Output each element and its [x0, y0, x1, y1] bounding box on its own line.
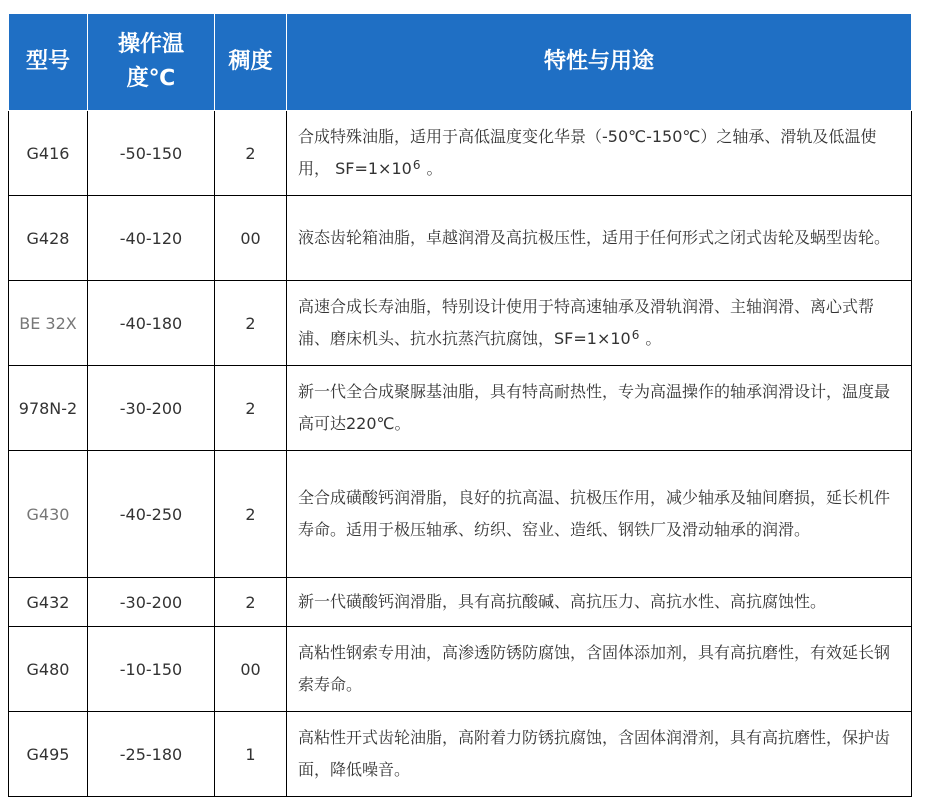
temperature-cell: -30-200 — [88, 366, 215, 451]
features-text-end: 。 — [645, 328, 662, 348]
model-cell: G416 — [9, 111, 88, 196]
consistency-cell: 2 — [215, 111, 287, 196]
features-text: 高速合成长寿油脂，特别设计使用于特高速轴承及滑轨润滑、主轴润滑、离心式帮浦、磨床机头、抗水抗蒸汽抗腐蚀，SF=1×10 — [298, 296, 875, 348]
consistency-cell: 2 — [215, 366, 287, 451]
table-row — [9, 451, 912, 578]
features-cell: 液态齿轮箱油脂，卓越润滑及高抗极压性，适用于任何形式之闭式齿轮及蜗型齿轮。 — [287, 196, 912, 281]
consistency-cell: 00 — [215, 196, 287, 281]
features-cell: 高粘性开式齿轮油脂，高附着力防锈抗腐蚀，含固体润滑剂，具有高抗磨性，保护齿面，降低噪音。 — [287, 712, 912, 797]
model-cell: G428 — [9, 196, 88, 281]
model-cell: 978N-2 — [9, 366, 88, 451]
features-cell — [287, 111, 912, 196]
features-cell: 高粘性钢索专用油，高渗透防锈防腐蚀，含固体添加剂，具有高抗磨性，有效延长钢索寿命。 — [287, 627, 912, 712]
features-cell: 新一代全合成聚脲基油脂，具有特高耐热性，专为高温操作的轴承润滑设计，温度最高可达220℃。 — [287, 366, 912, 451]
temperature-cell: -10-150 — [88, 627, 215, 712]
table-row — [9, 196, 912, 281]
exponent: 6 — [631, 327, 640, 342]
table-row — [9, 111, 912, 196]
table-row — [9, 366, 912, 451]
model-cell: G432 — [9, 578, 88, 627]
features-cell: 新一代磺酸钙润滑脂，具有高抗酸碱、高抗压力、高抗水性、高抗腐蚀性。 — [287, 578, 912, 627]
model-cell: G480 — [9, 627, 88, 712]
temperature-cell: -25-180 — [88, 712, 215, 797]
model-cell: BE 32X — [9, 281, 88, 366]
features-cell: 全合成磺酸钙润滑脂，良好的抗高温、抗极压作用，减少轴承及轴间磨损，延长机件寿命。适用于极压轴承、纺织、窑业、造纸、钢铁厂及滑动轴承的润滑。 — [287, 451, 912, 578]
table-row — [9, 281, 912, 366]
consistency-cell: 2 — [215, 578, 287, 627]
table-row — [9, 627, 912, 712]
temperature-cell: -40-250 — [88, 451, 215, 578]
features-text-end: 。 — [426, 158, 443, 178]
consistency-cell: 2 — [215, 451, 287, 578]
table-header-row — [9, 14, 912, 111]
exponent: 6 — [412, 157, 421, 172]
features-text: 合成特殊油脂，适用于高低温度变化华景（-50℃-150℃）之轴承、滑轨及低温使用， SF=1×10 — [298, 126, 877, 178]
model-cell: G495 — [9, 712, 88, 797]
header-model: 型号 — [9, 14, 88, 111]
temperature-cell: -40-120 — [88, 196, 215, 281]
header-consistency: 稠度 — [215, 14, 287, 111]
grease-spec-table — [8, 13, 912, 797]
temperature-cell: -30-200 — [88, 578, 215, 627]
model-cell: G430 — [9, 451, 88, 578]
consistency-cell: 00 — [215, 627, 287, 712]
grease-spec-table-wrapper — [8, 13, 911, 797]
header-operating-temperature: 操作温度℃ — [88, 14, 215, 111]
header-features-and-uses: 特性与用途 — [287, 14, 912, 111]
table-row — [9, 712, 912, 797]
consistency-cell: 2 — [215, 281, 287, 366]
table-row — [9, 578, 912, 627]
features-cell — [287, 281, 912, 366]
temperature-cell: -40-180 — [88, 281, 215, 366]
temperature-cell: -50-150 — [88, 111, 215, 196]
consistency-cell: 1 — [215, 712, 287, 797]
